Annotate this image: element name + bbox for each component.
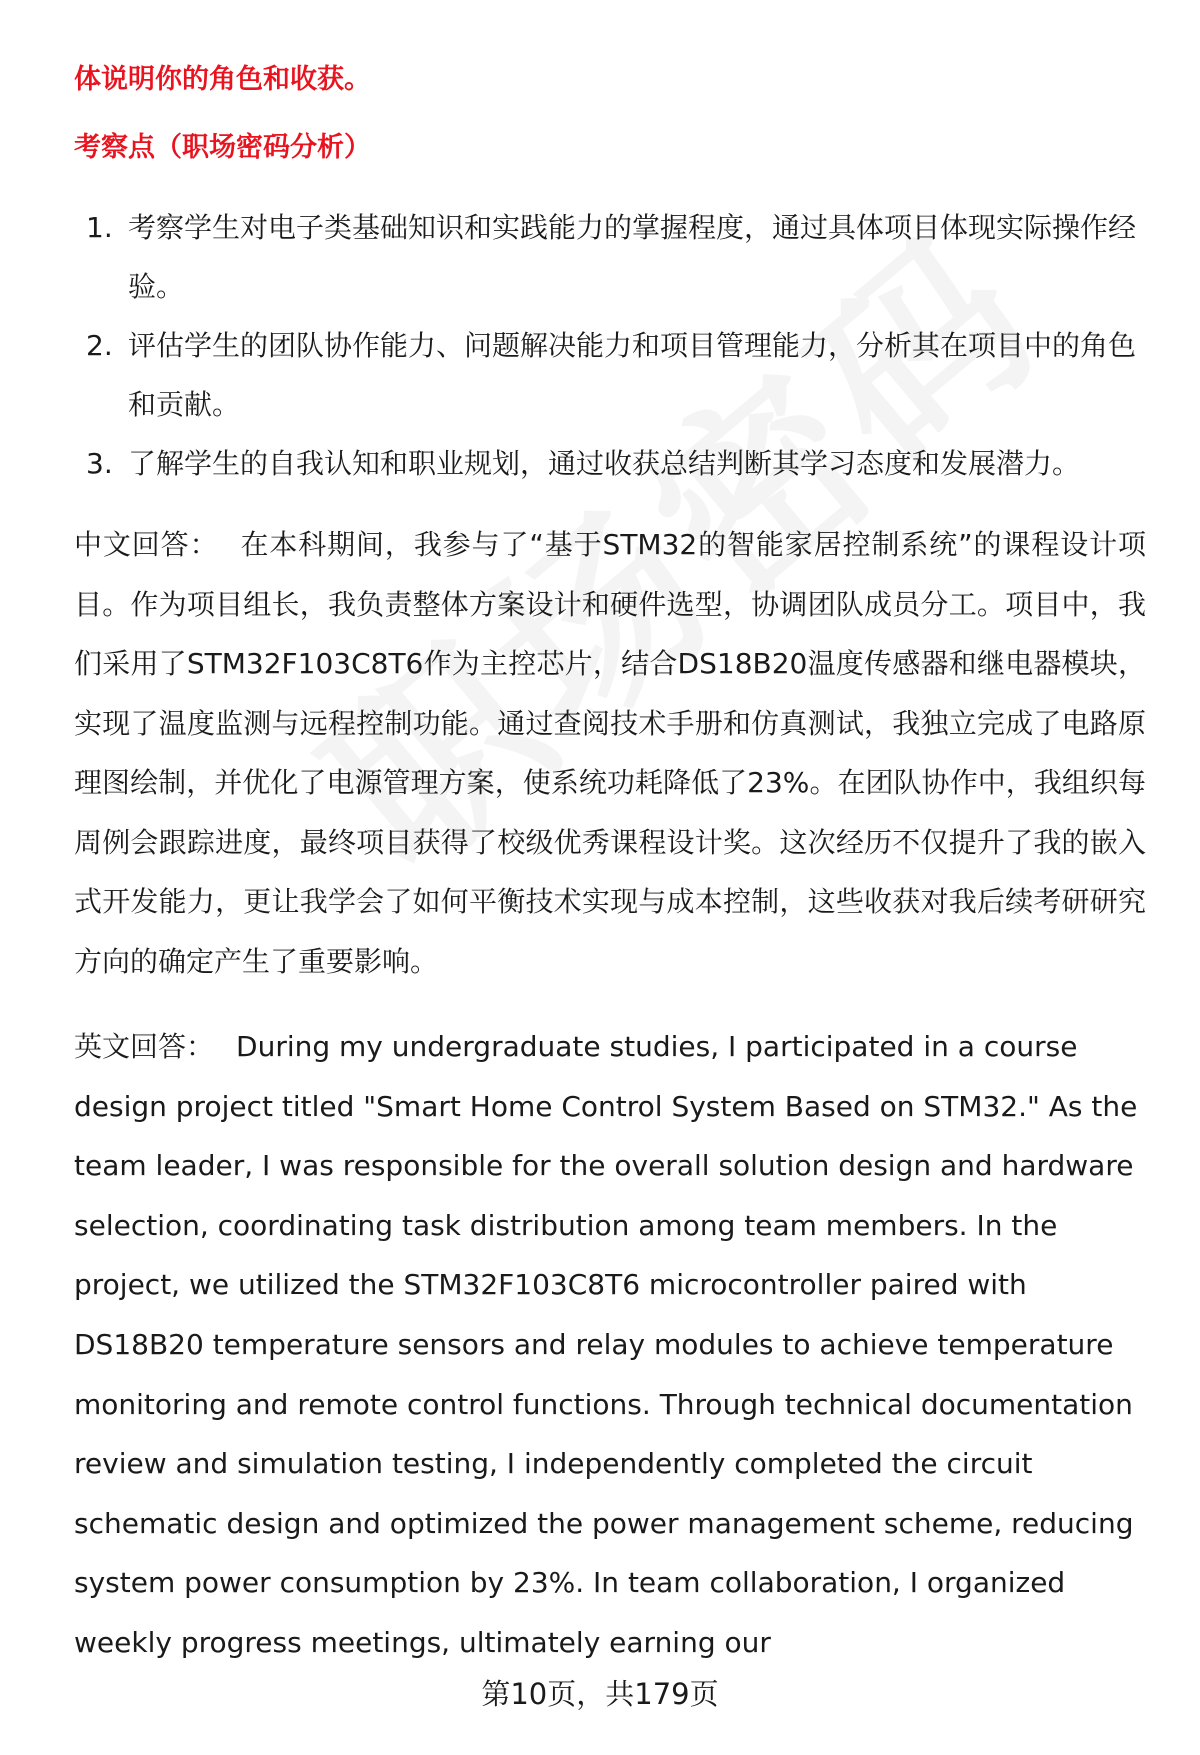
english-answer: [74, 1017, 1154, 1673]
chinese-answer-text: 在本科期间，我参与了“基于STM32的智能家居控制系统”的课程设计项目。作为项目组长，我负责整体方案设计和硬件选型，协调团队成员分工。项目中，我们采用了STM32F103C8T6作为主控芯片，结合DS18B20温度传感器和继电器模块，实现了温度监测与远程控制功能。通过查阅技术手册和仿真测试，我独立完成了电路原理图绘制，并优化了电源管理方案，使系统功耗降低了23%。在团队协作中，我组织每周例会跟踪进度，最终项目获得了校级优秀课程设计奖。这次经历不仅提升了我的嵌入式开发能力，更让我学会了如何平衡技术实现与成本控制，这些收获对我后续考研研究方向的确定产生了重要影响。: [74, 528, 1146, 978]
chinese-answer: [74, 515, 1154, 991]
points-heading: 考察点（职场密码分析）: [74, 132, 371, 163]
list-item: [74, 316, 1154, 434]
points-list: [74, 198, 1154, 493]
english-answer-label: 英文回答：: [74, 1030, 215, 1063]
list-item-text: 了解学生的自我认知和职业规划，通过收获总结判断其学习态度和发展潜力。: [128, 447, 1081, 480]
list-item: [74, 434, 1154, 493]
list-item-number: 2.: [86, 329, 113, 362]
question-tail: 体说明你的角色和收获。: [74, 64, 371, 95]
document-page: [74, 60, 1154, 1673]
list-item: [74, 198, 1154, 316]
list-item-number: 1.: [86, 211, 113, 244]
page-number-footer: 第10页，共179页: [481, 1677, 719, 1711]
list-item-text: 评估学生的团队协作能力、问题解决能力和项目管理能力，分析其在项目中的角色和贡献。: [128, 329, 1137, 421]
english-answer-text: During my undergraduate studies, I participated in a course design project titled "Smart Home Control System Based on STM32." As the team leader, I was responsible for the overall solution design and hardware selection, coordinating task distribution among team members. In the project, we utilized the STM32F103C8T6 microcontroller paired with DS18B20 temperature sensors and relay modules to achieve temperature monitoring and remote control functions. Through technical documentation review and simulation testing, I independently completed the circuit schematic design and optimized the power management scheme, reducing system power consumption by 23%. In team collaboration, I organized weekly progress meetings, ultimately earning our: [74, 1030, 1138, 1659]
list-item-text: 考察学生对电子类基础知识和实践能力的掌握程度，通过具体项目体现实际操作经验。: [128, 211, 1137, 303]
chinese-answer-label: 中文回答：: [74, 528, 219, 561]
list-item-number: 3.: [86, 447, 113, 480]
